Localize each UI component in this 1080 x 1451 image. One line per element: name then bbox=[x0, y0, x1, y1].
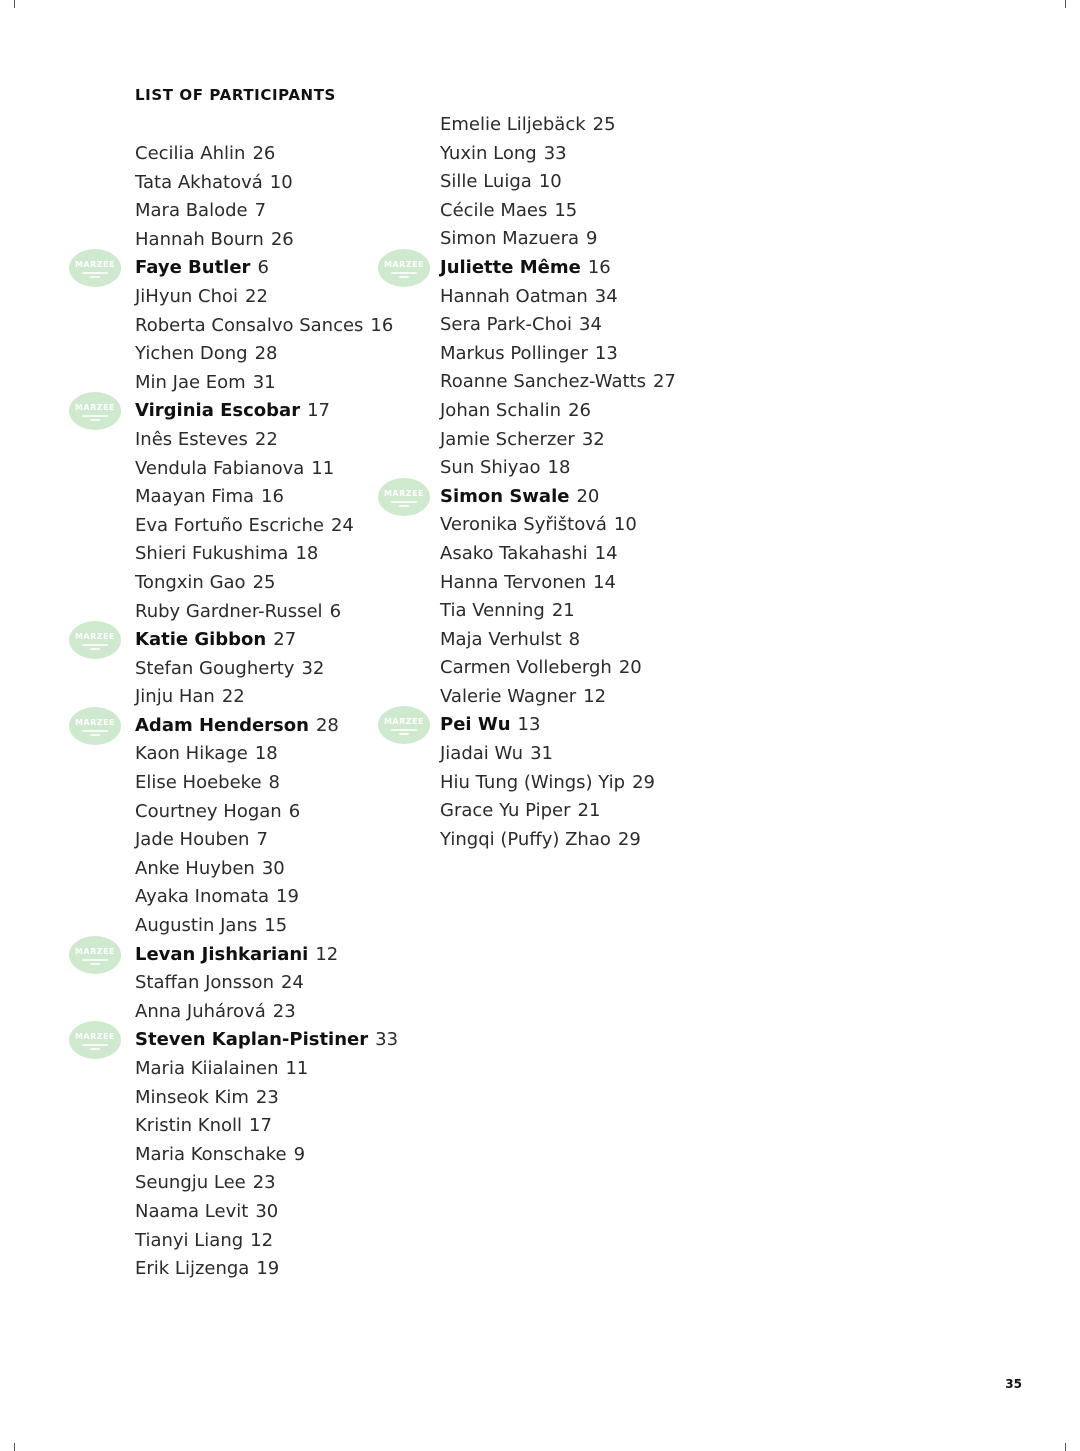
participant-name: Shieri Fukushima bbox=[135, 543, 289, 565]
participant-entry bbox=[440, 597, 676, 626]
participant-entry bbox=[383, 711, 676, 740]
participant-page-number: 8 bbox=[568, 628, 581, 650]
participant-page-number: 12 bbox=[250, 1229, 274, 1251]
badge-subline bbox=[82, 1044, 108, 1046]
marzee-badge-icon bbox=[69, 392, 121, 430]
participant-entry bbox=[440, 569, 676, 598]
participant-entry bbox=[440, 769, 676, 798]
participant-entry bbox=[440, 111, 676, 140]
participant-page-number: 24 bbox=[330, 514, 354, 536]
participant-page-number: 11 bbox=[285, 1058, 309, 1079]
participant-entry bbox=[74, 941, 398, 970]
crop-mark bbox=[14, 0, 15, 8]
participant-page-number: 30 bbox=[255, 1200, 279, 1222]
participant-name: Emelie Liljebäck bbox=[440, 114, 586, 135]
participant-entry bbox=[135, 598, 398, 627]
participant-entry bbox=[440, 168, 676, 197]
participant-name: Sera Park-Choi bbox=[440, 314, 573, 336]
participant-name: Eva Fortuño Escriche bbox=[135, 514, 324, 536]
participant-name: Carmen Vollebergh bbox=[440, 657, 612, 679]
participant-page-number: 31 bbox=[252, 371, 276, 393]
participant-entry bbox=[135, 1169, 398, 1198]
participant-name: Katie Gibbon bbox=[135, 629, 267, 651]
marzee-badge-icon bbox=[378, 478, 430, 516]
participant-page-number: 20 bbox=[576, 485, 600, 507]
participant-page-number: 23 bbox=[252, 1172, 276, 1194]
participant-name: JiHyun Choi bbox=[135, 285, 239, 307]
participant-name: Inês Esteves bbox=[135, 428, 248, 450]
participant-name: Anke Huyben bbox=[135, 857, 255, 879]
participant-page-number: 24 bbox=[280, 972, 304, 994]
participant-entry bbox=[135, 312, 398, 341]
participant-entry bbox=[440, 311, 676, 340]
participant-page-number: 22 bbox=[245, 285, 268, 307]
marzee-badge-icon bbox=[69, 1021, 121, 1059]
participant-entry bbox=[440, 540, 676, 569]
participant-name: Steven Kaplan-Pistiner bbox=[135, 1029, 369, 1051]
marzee-badge-icon bbox=[69, 621, 121, 659]
participant-entry bbox=[440, 511, 676, 540]
participant-name: Maayan Fima bbox=[135, 486, 255, 508]
badge-subline bbox=[391, 501, 417, 503]
marzee-badge-icon bbox=[378, 249, 430, 287]
participant-name: Cécile Maes bbox=[440, 199, 548, 221]
participant-name: Sun Shiyao bbox=[440, 457, 541, 479]
participant-entry bbox=[135, 883, 398, 912]
participant-entry bbox=[135, 826, 398, 855]
badge-subline bbox=[90, 1048, 100, 1050]
badge-label: MARZEE bbox=[74, 1032, 116, 1042]
participant-page-number: 16 bbox=[261, 486, 284, 508]
marzee-badge-icon bbox=[69, 936, 121, 974]
participant-name: Cecilia Ahlin bbox=[135, 143, 246, 164]
participant-name: Hiu Tung (Wings) Yip bbox=[440, 771, 626, 793]
participant-entry bbox=[440, 368, 676, 397]
marzee-badge-icon bbox=[378, 706, 430, 744]
participant-name: Staffan Jonsson bbox=[135, 972, 274, 994]
badge-label: MARZEE bbox=[74, 717, 116, 727]
participants-left-column bbox=[74, 140, 399, 1284]
participant-page-number: 12 bbox=[583, 685, 607, 707]
participant-page-number: 20 bbox=[618, 657, 642, 679]
marzee-badge-icon bbox=[69, 249, 121, 287]
participant-page-number: 19 bbox=[256, 1258, 280, 1280]
participants-right-column bbox=[383, 111, 676, 854]
participant-name: Roanne Sanchez-Watts bbox=[440, 371, 646, 393]
participant-page-number: 10 bbox=[269, 171, 293, 193]
participant-entry bbox=[440, 683, 676, 712]
participant-entry bbox=[135, 1255, 398, 1284]
participant-page-number: 26 bbox=[568, 399, 591, 421]
participant-entry bbox=[440, 454, 676, 483]
badge-label: MARZEE bbox=[74, 260, 116, 270]
participant-page-number: 21 bbox=[551, 600, 575, 622]
participant-page-number: 28 bbox=[315, 714, 339, 736]
participant-name: Ruby Gardner-Russel bbox=[135, 600, 323, 622]
badge-subline bbox=[82, 415, 108, 417]
badge-subline bbox=[82, 272, 108, 274]
badge-subline bbox=[399, 733, 409, 735]
participant-name: Faye Butler bbox=[135, 257, 251, 279]
participant-entry bbox=[440, 797, 676, 826]
participant-name: Hannah Oatman bbox=[440, 285, 588, 307]
participant-page-number: 11 bbox=[311, 457, 335, 479]
participant-name: Vendula Fabianova bbox=[135, 457, 305, 479]
participant-page-number: 25 bbox=[592, 114, 616, 135]
participant-name: Jamie Scherzer bbox=[440, 428, 575, 450]
participant-name: Levan Jishkariani bbox=[135, 943, 309, 965]
participant-page-number: 6 bbox=[329, 600, 342, 622]
participant-entry bbox=[440, 826, 676, 855]
participant-entry bbox=[135, 169, 398, 198]
participant-name: Markus Pollinger bbox=[440, 342, 588, 364]
participant-name: Yichen Dong bbox=[135, 343, 248, 365]
participant-entry bbox=[440, 225, 676, 254]
participant-entry bbox=[440, 654, 676, 683]
participant-entry bbox=[440, 197, 676, 226]
badge-subline bbox=[90, 276, 100, 278]
participant-name: Sille Luiga bbox=[440, 171, 532, 193]
participant-page-number: 27 bbox=[273, 629, 297, 651]
participant-name: Courtney Hogan bbox=[135, 800, 282, 822]
participant-page-number: 18 bbox=[254, 743, 278, 765]
participant-name: Kaon Hikage bbox=[135, 743, 248, 765]
participant-name: Jinju Han bbox=[135, 686, 215, 708]
participant-entry bbox=[135, 426, 398, 455]
badge-subline bbox=[90, 648, 100, 650]
participant-page-number: 26 bbox=[270, 228, 294, 250]
participant-entry bbox=[135, 998, 398, 1027]
participant-name: Adam Henderson bbox=[135, 714, 309, 736]
participant-name: Augustin Jans bbox=[135, 915, 258, 937]
participant-name: Simon Swale bbox=[440, 485, 570, 507]
participant-entry bbox=[135, 769, 398, 798]
badge-subline bbox=[90, 963, 100, 965]
participant-name: Tata Akhatová bbox=[135, 171, 263, 193]
participant-page-number: 32 bbox=[581, 428, 605, 450]
participant-page-number: 6 bbox=[288, 800, 301, 822]
participant-name: Naama Levit bbox=[135, 1200, 249, 1222]
participant-name: Ayaka Inomata bbox=[135, 886, 270, 908]
participant-entry bbox=[135, 369, 398, 398]
participant-page-number: 10 bbox=[613, 514, 637, 536]
participant-name: Maria Kiialainen bbox=[135, 1058, 279, 1079]
participant-entry bbox=[440, 426, 676, 455]
participant-entry bbox=[440, 340, 676, 369]
participant-entry bbox=[135, 1227, 398, 1256]
participant-page-number: 23 bbox=[255, 1086, 279, 1108]
participant-name: Jade Houben bbox=[135, 829, 250, 851]
participant-entry bbox=[135, 683, 398, 712]
participant-name: Min Jae Eom bbox=[135, 371, 246, 393]
participant-page-number: 15 bbox=[554, 199, 578, 221]
participant-name: Virginia Escobar bbox=[135, 400, 301, 422]
participant-name: Tia Venning bbox=[440, 600, 545, 622]
badge-subline bbox=[90, 419, 100, 421]
participant-entry bbox=[135, 1112, 398, 1141]
participant-name: Erik Lijzenga bbox=[135, 1258, 250, 1280]
badge-label: MARZEE bbox=[74, 403, 116, 413]
crop-mark bbox=[1065, 1443, 1066, 1451]
participant-name: Simon Mazuera bbox=[440, 228, 580, 250]
participant-entry bbox=[74, 254, 398, 283]
participant-entry bbox=[135, 1198, 398, 1227]
participant-entry bbox=[74, 626, 398, 655]
participant-entry bbox=[135, 197, 398, 226]
badge-subline bbox=[399, 505, 409, 507]
participant-entry bbox=[440, 140, 676, 169]
participant-name: Minseok Kim bbox=[135, 1086, 249, 1108]
participant-page-number: 15 bbox=[264, 915, 288, 937]
participant-page-number: 32 bbox=[301, 657, 325, 679]
participant-entry bbox=[135, 283, 398, 312]
badge-label: MARZEE bbox=[383, 488, 425, 498]
participant-entry bbox=[440, 626, 676, 655]
participant-entry bbox=[383, 254, 676, 283]
participant-page-number: 30 bbox=[261, 857, 285, 879]
participant-entry bbox=[440, 397, 676, 426]
participant-page-number: 22 bbox=[221, 686, 245, 708]
participant-name: Mara Balode bbox=[135, 200, 248, 222]
badge-subline bbox=[82, 644, 108, 646]
participant-entry bbox=[135, 969, 398, 998]
participant-entry bbox=[383, 483, 676, 512]
participant-name: Tongxin Gao bbox=[135, 571, 246, 593]
participant-page-number: 9 bbox=[586, 228, 598, 250]
participant-page-number: 18 bbox=[295, 543, 319, 565]
badge-subline bbox=[82, 730, 108, 732]
badge-subline bbox=[82, 959, 108, 961]
participant-page-number: 28 bbox=[254, 343, 278, 365]
participant-entry bbox=[440, 283, 676, 312]
participant-page-number: 22 bbox=[254, 428, 278, 450]
participant-page-number: 16 bbox=[587, 256, 611, 278]
participant-entry bbox=[135, 855, 398, 884]
participant-page-number: 18 bbox=[547, 457, 571, 479]
badge-label: MARZEE bbox=[383, 717, 425, 727]
participant-page-number: 12 bbox=[315, 943, 339, 965]
badge-label: MARZEE bbox=[383, 259, 425, 269]
participant-page-number: 14 bbox=[593, 571, 617, 593]
participant-entry bbox=[135, 340, 398, 369]
participant-page-number: 17 bbox=[307, 400, 330, 422]
badge-subline bbox=[391, 729, 417, 731]
page-title: LIST OF PARTICIPANTS bbox=[135, 86, 336, 104]
participant-page-number: 27 bbox=[652, 371, 676, 393]
marzee-badge-icon bbox=[69, 707, 121, 745]
participant-name: Elise Hoebeke bbox=[135, 772, 262, 794]
participant-name: Anna Juhárová bbox=[135, 1000, 266, 1022]
participant-page-number: 31 bbox=[530, 743, 553, 765]
participant-name: Yingqi (Puffy) Zhao bbox=[440, 828, 611, 850]
participant-page-number: 26 bbox=[252, 143, 276, 164]
participant-page-number: 16 bbox=[370, 314, 394, 336]
badge-subline bbox=[90, 734, 100, 736]
participant-page-number: 34 bbox=[594, 285, 618, 307]
participant-entry bbox=[135, 655, 398, 684]
participant-entry bbox=[74, 712, 398, 741]
participant-page-number: 7 bbox=[254, 200, 267, 222]
participant-entry bbox=[135, 140, 398, 169]
badge-subline bbox=[391, 272, 417, 274]
participant-page-number: 19 bbox=[276, 886, 299, 908]
participant-page-number: 14 bbox=[594, 542, 618, 564]
participant-page-number: 8 bbox=[268, 772, 280, 794]
participant-name: Maria Konschake bbox=[135, 1143, 287, 1165]
participant-entry bbox=[135, 483, 398, 512]
participant-entry bbox=[135, 226, 398, 255]
participant-name: Kristin Knoll bbox=[135, 1115, 242, 1137]
participant-entry bbox=[135, 798, 398, 827]
participant-name: Juliette Même bbox=[440, 256, 581, 278]
participant-entry bbox=[135, 912, 398, 941]
participant-name: Pei Wu bbox=[440, 714, 511, 736]
participant-page-number: 25 bbox=[252, 571, 276, 593]
participant-name: Asako Takahashi bbox=[440, 542, 588, 564]
participant-name: Veronika Syřištová bbox=[440, 514, 607, 536]
participant-entry bbox=[135, 455, 398, 484]
participant-name: Stefan Gougherty bbox=[135, 657, 295, 679]
participant-name: Yuxin Long bbox=[440, 142, 537, 164]
participant-entry bbox=[135, 1084, 398, 1113]
crop-mark bbox=[14, 1443, 15, 1451]
participant-name: Johan Schalin bbox=[440, 399, 562, 421]
participant-page-number: 6 bbox=[257, 257, 269, 279]
participant-name: Hanna Tervonen bbox=[440, 571, 587, 593]
participant-page-number: 13 bbox=[594, 342, 618, 364]
participant-name: Seungju Lee bbox=[135, 1172, 246, 1194]
participant-page-number: 34 bbox=[579, 314, 602, 336]
participant-entry bbox=[135, 569, 398, 598]
participant-name: Roberta Consalvo Sances bbox=[135, 314, 364, 336]
participant-entry bbox=[74, 1026, 399, 1055]
participant-page-number: 29 bbox=[632, 771, 655, 793]
participant-page-number: 33 bbox=[375, 1029, 399, 1051]
page-number: 35 bbox=[1005, 1377, 1022, 1391]
participant-entry bbox=[440, 740, 676, 769]
participant-name: Maja Verhulst bbox=[440, 628, 562, 650]
participant-name: Valerie Wagner bbox=[440, 685, 577, 707]
participant-page-number: 29 bbox=[617, 828, 641, 850]
participant-page-number: 23 bbox=[272, 1000, 296, 1022]
participant-entry bbox=[135, 540, 398, 569]
participant-page-number: 13 bbox=[517, 714, 541, 736]
participant-entry bbox=[135, 740, 398, 769]
badge-label: MARZEE bbox=[74, 632, 116, 642]
participant-name: Grace Yu Piper bbox=[440, 800, 571, 822]
participant-page-number: 21 bbox=[577, 800, 601, 822]
participant-entry bbox=[74, 397, 398, 426]
participant-page-number: 7 bbox=[256, 829, 268, 851]
participant-name: Hannah Bourn bbox=[135, 228, 264, 250]
participant-entry bbox=[135, 512, 398, 541]
participant-page-number: 9 bbox=[293, 1143, 306, 1165]
badge-subline bbox=[399, 276, 409, 278]
badge-label: MARZEE bbox=[74, 946, 116, 956]
participant-page-number: 33 bbox=[543, 142, 567, 164]
crop-mark bbox=[1065, 0, 1066, 8]
participant-entry bbox=[135, 1055, 398, 1084]
participant-entry bbox=[135, 1141, 398, 1170]
participant-page-number: 17 bbox=[249, 1115, 272, 1137]
participant-name: Jiadai Wu bbox=[440, 743, 524, 765]
participant-page-number: 10 bbox=[538, 171, 562, 193]
participant-name: Tianyi Liang bbox=[135, 1229, 244, 1251]
